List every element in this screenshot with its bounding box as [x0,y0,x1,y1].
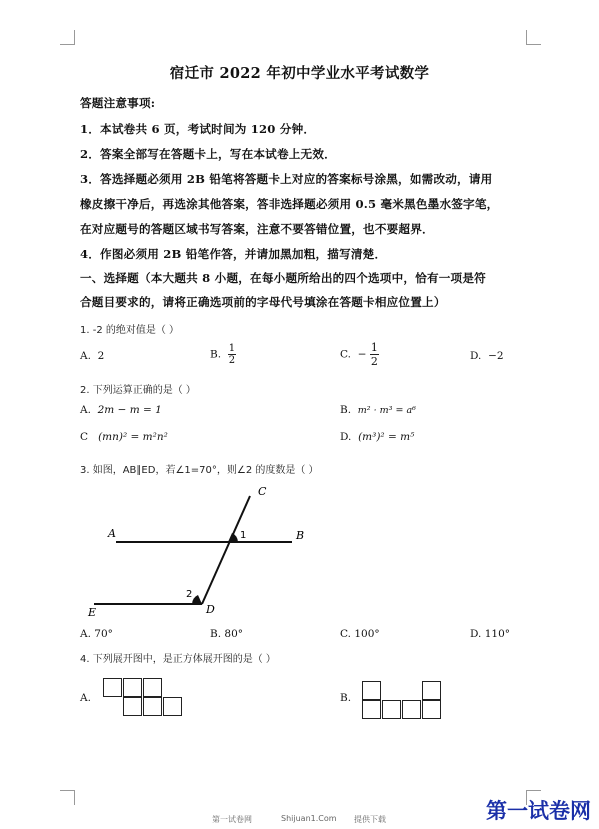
net-square [382,700,401,719]
net-square [103,678,122,697]
option-label: C [80,431,89,443]
net-square [123,697,142,716]
q2-option-b [340,404,416,416]
q3-option-c: C. 100° [340,628,380,640]
net-square [422,681,441,700]
footer-right: 提供下载 [354,815,386,824]
angle-2-mark [192,595,202,604]
math-expression: 2m − m = 1 [97,404,162,416]
question-4-stem: 4. 下列展开图中，是正方体展开图的是（ ） [80,654,276,665]
net-square [163,697,182,716]
option-label: C. [340,348,351,361]
label-a: A [108,527,116,540]
notice-item: 2．答案全部写在答题卡上，写在本试卷上无效． [80,147,336,161]
q3-option-b: B. 80° [210,628,244,640]
label-angle-1: 1 [240,530,247,541]
q1-option-d [470,350,504,362]
q2-option-d [340,431,414,443]
section-heading-cont: 合题目要求的，请将正确选项前的字母代号填涂在答题卡相应位置上） [80,295,446,309]
q1-option-b [210,343,236,366]
q3-option-d: D. 110° [470,628,511,640]
net-square [143,678,162,697]
q2-option-a [80,404,162,416]
option-value: 2 [97,350,105,362]
q1-option-a [80,350,104,362]
crop-mark-top-left [60,30,75,45]
option-value: −2 [488,350,504,362]
math-expression: (m³)² = m⁵ [358,431,415,443]
label-e: E [88,606,97,619]
parallel-lines-figure [80,480,320,620]
footer-mid: Shijuan1.Com [281,814,337,823]
option-label: A. [80,404,91,416]
q3-option-a: A. 70° [80,628,113,640]
minus-sign: − [357,348,367,361]
q2-option-c [80,431,168,443]
notice-item: 橡皮擦干净后，再选涂其他答案，答非选择题必须用 0.5 毫米黑色墨水签字笔， [80,197,499,211]
question-2-stem: 2. 下列运算正确的是（ ） [80,385,196,396]
notice-item: 4．作图必须用 2B 铅笔作答，并请加黑加粗，描写清楚． [80,247,387,261]
math-expression: m² · m³ = a⁶ [357,405,416,416]
label-b: B [296,529,305,542]
page-title: 宿迁市 2022 年初中学业水平考试数学 [169,65,430,82]
net-square [143,697,162,716]
fraction: $\frac{1}{2}$ [228,343,236,366]
option-label: D. [470,350,482,362]
net-square [362,681,381,700]
question-1-stem: 1. -2 的绝对值是（ ） [80,325,180,336]
label-c: C [258,485,267,498]
option-label: B. [210,348,222,361]
q1-option-c [340,341,379,368]
question-3-stem: 3. 如图，AB∥ED，若∠1=70°，则∠2 的度数是（ ） [80,465,319,476]
net-square [123,678,142,697]
option-label: B. [340,404,352,416]
q4-option-b-label: B. [340,692,352,704]
section-heading: 一、选择题（本大题共 8 小题，在每小题所给出的四个选项中，恰有一项是符 [80,271,486,285]
angle-1-mark [228,533,238,542]
math-expression: (mn)² = m²n² [98,431,168,443]
label-d: D [206,603,215,616]
fraction: $\frac{1}{2}$ [370,341,378,368]
line-dc [202,496,250,604]
net-square [422,700,441,719]
footer-left: 第一试卷网 [212,815,252,824]
label-angle-2: 2 [186,589,193,600]
brand-watermark: 第一试卷网 [486,799,591,823]
option-label: D. [340,431,352,443]
net-square [402,700,421,719]
net-square [362,700,381,719]
notice-item: 1．本试卷共 6 页，考试时间为 120 分钟． [80,122,316,136]
crop-mark-bottom-left [60,790,75,805]
notice-item: 在对应题号的答题区域书写答案，注意不要答错位置，也不要超界． [80,222,434,236]
option-label: A. [80,350,91,362]
crop-mark-top-right [526,30,541,45]
q4-option-a-label: A. [80,692,91,704]
notice-item: 3．答选择题必须用 2B 铅笔将答题卡上对应的答案标号涂黑，如需改动，请用 [80,172,493,186]
notice-heading: 答题注意事项: [80,96,156,110]
